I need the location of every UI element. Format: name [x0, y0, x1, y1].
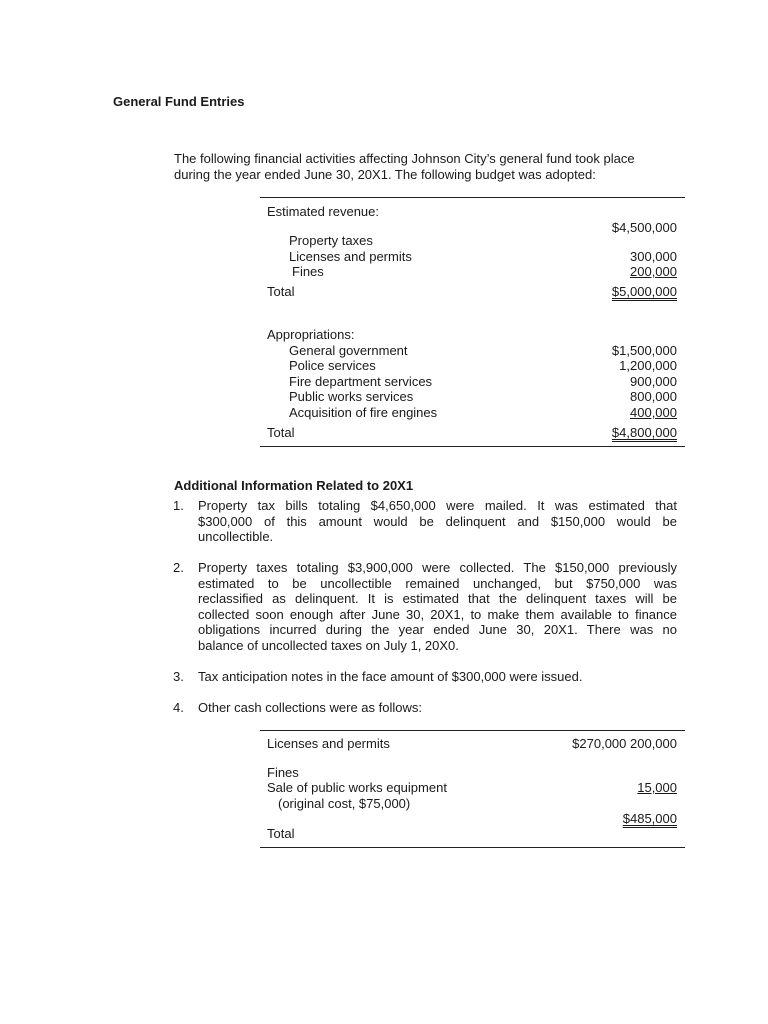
collections-top-rule	[260, 730, 685, 731]
collections-row-amount: $270,000 200,000	[572, 736, 677, 751]
item-line: obligations incurred during the year ended June 30, 20X1. There was no	[198, 622, 677, 637]
appropriation-label: Acquisition of fire engines	[289, 405, 438, 420]
appropriations-header: Appropriations:	[267, 327, 355, 342]
item-line: Tax anticipation notes in the face amount of $300,000 were issued.	[198, 669, 583, 684]
appropriation-amount: 400,000	[630, 405, 677, 420]
item-text	[198, 560, 677, 653]
item-line: collected soon enough after June 30, 20X1, to make them available to finance	[198, 606, 677, 622]
revenue-item-amount: 300,000	[630, 249, 677, 264]
item-number: 1.	[173, 498, 184, 513]
intro-line-2: during the year ended June 30, 20X1. The following budget was adopted:	[174, 167, 596, 182]
appropriation-label: Police services	[289, 358, 376, 373]
collections-total-amount: $485,000	[622, 811, 677, 826]
budget-top-rule	[260, 197, 685, 198]
appropriation-label: Fire department services	[289, 374, 433, 389]
appropriation-label: General government	[289, 343, 408, 358]
item-line: Other cash collections were as follows:	[198, 700, 422, 715]
revenue-item-amount: 200,000	[630, 264, 677, 279]
item-line: uncollectible.	[198, 529, 274, 544]
item-line: reclassified as delinquent. It is estimated that the delinquent taxes will be	[198, 591, 677, 606]
appropriation-amount: 1,200,000	[619, 358, 677, 373]
revenue-item-label: Licenses and permits	[289, 249, 412, 264]
collections-row-sublabel: (original cost, $75,000)	[278, 796, 411, 811]
item-text	[198, 669, 677, 685]
item-number: 2.	[173, 560, 184, 575]
document-title: General Fund Entries	[113, 94, 245, 109]
collections-row-label: Fines	[267, 765, 299, 780]
item-text	[198, 498, 677, 545]
appropriation-amount: $1,500,000	[611, 343, 677, 358]
intro-line-1: The following financial activities affecting Johnson City’s general fund took place	[174, 151, 635, 166]
item-number: 3.	[173, 669, 184, 684]
appropriation-amount: 900,000	[630, 374, 677, 389]
collections-total-label: Total	[267, 826, 295, 841]
item-number: 4.	[173, 700, 184, 715]
item-line: balance of uncollected taxes on July 1, 20X0.	[198, 637, 459, 653]
collections-row-label: Sale of public works equipment	[267, 780, 447, 795]
appropriation-label: Public works services	[289, 389, 414, 404]
collections-bottom-rule	[260, 847, 685, 848]
revenue-total-label: Total	[267, 284, 295, 299]
revenue-total-amount: $5,000,000	[611, 284, 677, 299]
collections-row-label: Licenses and permits	[267, 736, 390, 751]
appropriations-total-amount: $4,800,000	[611, 425, 677, 440]
additional-heading: Additional Information Related to 20X1	[174, 478, 414, 493]
appropriations-total-label: Total	[267, 425, 295, 440]
item-text	[198, 700, 677, 716]
revenue-item-label: Property taxes	[289, 233, 373, 248]
item-line: Property taxes totaling $3,900,000 were collected. The $150,000 previously	[198, 560, 677, 575]
appropriation-amount: 800,000	[630, 389, 677, 404]
revenue-header: Estimated revenue:	[267, 204, 380, 219]
item-line: Property tax bills totaling $4,650,000 were mailed. It was estimated that	[198, 498, 677, 513]
item-line: $300,000 of this amount would be delinquent and $150,000 would be	[198, 513, 677, 529]
collections-row-amount: 15,000	[637, 780, 677, 795]
budget-bottom-rule	[260, 446, 685, 447]
item-line: estimated to be uncollectible remained unchanged, but $750,000 was	[198, 575, 677, 591]
revenue-item-label: Fines	[292, 264, 324, 279]
revenue-top-amount: $4,500,000	[611, 220, 677, 235]
